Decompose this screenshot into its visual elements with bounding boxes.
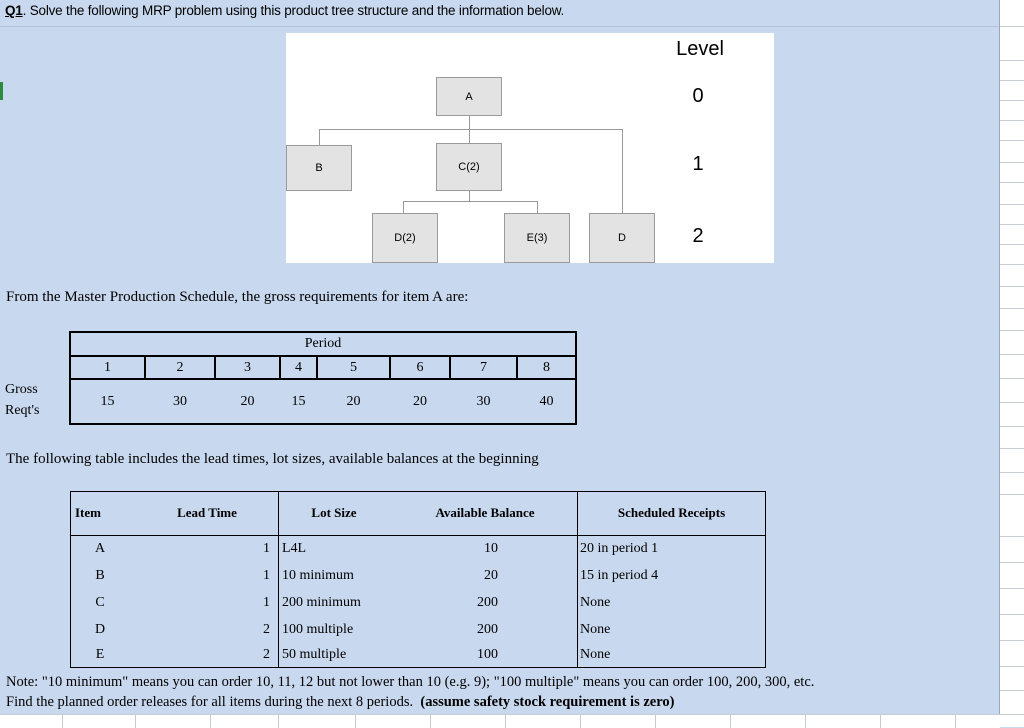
connector-line	[403, 201, 404, 213]
connector-line	[469, 115, 470, 129]
grid-line	[805, 715, 806, 728]
question-heading	[5, 3, 564, 18]
table-intro-text: The following table includes the lead times, lot sizes, available balances at the beginning	[6, 451, 539, 467]
table-rule	[70, 667, 766, 668]
period-3: 3	[244, 359, 251, 375]
grid-line	[1000, 614, 1024, 615]
grid-line	[1000, 308, 1024, 309]
level-1-label: 1	[692, 153, 704, 175]
gross-value-4: 15	[291, 393, 306, 409]
level-0-label: 0	[692, 85, 704, 107]
grid-line	[1000, 286, 1024, 287]
row-c-item: C	[95, 594, 105, 610]
header-item: Item	[75, 505, 101, 520]
gross-value-7: 30	[476, 393, 491, 409]
row-e-avail: 100	[477, 647, 498, 662]
node-d: D	[589, 213, 655, 263]
gross-value-8: 40	[539, 393, 554, 409]
row-d-sched: None	[580, 621, 611, 637]
period-2: 2	[176, 359, 184, 375]
grid-line	[210, 715, 211, 728]
period-6: 6	[416, 359, 424, 375]
grid-line	[430, 715, 431, 728]
grid-line	[1000, 120, 1024, 121]
row-b-lead: 1	[263, 567, 270, 583]
table-rule	[765, 491, 766, 667]
header-lead-time: Lead Time	[177, 505, 237, 520]
gross-value-3: 20	[240, 393, 255, 409]
header-available-balance: Available Balance	[435, 505, 535, 520]
connector-line	[319, 129, 320, 145]
grid-line	[1000, 162, 1024, 163]
grid-line	[1000, 204, 1024, 205]
row-d-avail: 200	[477, 621, 498, 637]
grid-line	[880, 715, 881, 728]
level-2-label: 2	[692, 225, 704, 247]
node-b: B	[286, 145, 352, 191]
header-scheduled-receipts: Scheduled Receipts	[617, 505, 726, 520]
connector-line	[537, 201, 538, 213]
node-d2: D(2)	[372, 213, 438, 263]
period-4: 4	[295, 359, 302, 375]
grid-line	[355, 715, 356, 728]
level-title: Level	[676, 38, 724, 60]
period-8: 8	[543, 359, 550, 375]
grid-line	[1000, 140, 1024, 141]
connector-line	[319, 129, 622, 130]
connector-line	[403, 201, 537, 202]
period-5: 5	[350, 359, 357, 375]
row-e-sched: None	[580, 647, 611, 662]
instruction-plain: Find the planned order releases for all items during the next 8 periods.	[6, 694, 414, 710]
grid-line	[1000, 100, 1024, 101]
grid-line	[955, 715, 956, 728]
connector-line	[622, 129, 623, 213]
gross-value-6: 20	[413, 393, 427, 409]
grid-line	[1000, 182, 1024, 183]
row-a-avail: 10	[484, 540, 498, 556]
grid-line	[1000, 536, 1024, 537]
grid-line	[580, 715, 581, 728]
row-c-sched: None	[580, 594, 611, 610]
spreadsheet-grid-row	[0, 714, 1000, 728]
row-a-lot: L4L	[282, 540, 307, 556]
grid-line	[1000, 426, 1024, 427]
grid-line	[1000, 402, 1024, 403]
row-c-lead: 1	[263, 594, 270, 610]
row-d-lot: 100 multiple	[282, 621, 354, 637]
node-a: A	[436, 77, 502, 116]
node-e3: E(3)	[504, 213, 570, 263]
grid-line	[505, 715, 506, 728]
grid-line	[1000, 244, 1024, 245]
grid-line	[1000, 472, 1024, 473]
grid-line	[1000, 494, 1024, 495]
period-header: Period	[304, 336, 342, 351]
product-tree-diagram	[286, 33, 774, 263]
row-e-lead: 2	[263, 647, 270, 662]
grid-line	[1000, 26, 1024, 27]
row-e-item: E	[95, 647, 105, 662]
grid-line	[1000, 224, 1024, 225]
row-a-lead: 1	[263, 540, 270, 556]
grid-line	[1000, 354, 1024, 355]
gross-requirements-table	[69, 331, 577, 425]
grid-line	[1000, 588, 1024, 589]
grid-line	[1000, 80, 1024, 81]
header-lot-size: Lot Size	[311, 505, 357, 520]
grid-line	[655, 715, 656, 728]
node-c2: C(2)	[436, 143, 502, 191]
instruction-bold: (assume safety stock requirement is zero)	[420, 694, 675, 710]
row-b-sched: 15 in period 4	[580, 567, 659, 583]
row-b-item: B	[95, 567, 105, 583]
grid-line	[1000, 562, 1024, 563]
grid-line	[1000, 60, 1024, 61]
grid-line	[62, 715, 63, 728]
row-c-lot: 200 minimum	[282, 594, 361, 610]
grid-line	[135, 715, 136, 728]
grid-line	[1000, 666, 1024, 667]
question-text: . Solve the following MRP problem using this product tree structure and the information below.	[22, 3, 565, 18]
grid-line	[1000, 448, 1024, 449]
mps-intro-text: From the Master Production Schedule, the gross requirements for item A are:	[6, 289, 469, 305]
spreadsheet-grid-column	[999, 0, 1024, 727]
row-b-avail: 20	[484, 567, 498, 583]
question-number: Q1	[5, 3, 23, 18]
grid-line	[1000, 330, 1024, 331]
row-b-lot: 10 minimum	[282, 567, 354, 583]
gross-value-5: 20	[346, 393, 361, 409]
period-1: 1	[104, 359, 111, 375]
grid-line	[1000, 264, 1024, 265]
instruction-text	[6, 694, 674, 711]
row-d-item: D	[94, 621, 106, 637]
grid-line	[1000, 714, 1024, 715]
period-7: 7	[480, 359, 487, 375]
gross-row-label-line2: Reqt's	[5, 403, 40, 418]
grid-line	[1000, 378, 1024, 379]
gross-value-1: 15	[100, 393, 115, 409]
gross-row-label-line1: Gross	[5, 382, 38, 397]
grid-line	[730, 715, 731, 728]
note-text: Note: "10 minimum" means you can order 10, 11, 12 but not lower than 10 (e.g. 9); "100 multiple" means you can order 100, 200, 300, etc.	[6, 674, 815, 690]
grid-line	[278, 715, 279, 728]
grid-line	[1000, 640, 1024, 641]
grid-line	[1000, 690, 1024, 691]
row-a-item: A	[94, 540, 106, 556]
row-d-lead: 2	[263, 621, 270, 637]
gross-value-2: 30	[173, 393, 187, 409]
row-a-sched: 20 in period 1	[580, 540, 659, 556]
item-info-table	[70, 491, 766, 667]
row-e-lot: 50 multiple	[282, 647, 347, 662]
row-c-avail: 200	[477, 594, 498, 610]
cell-cursor-marker	[0, 82, 3, 100]
